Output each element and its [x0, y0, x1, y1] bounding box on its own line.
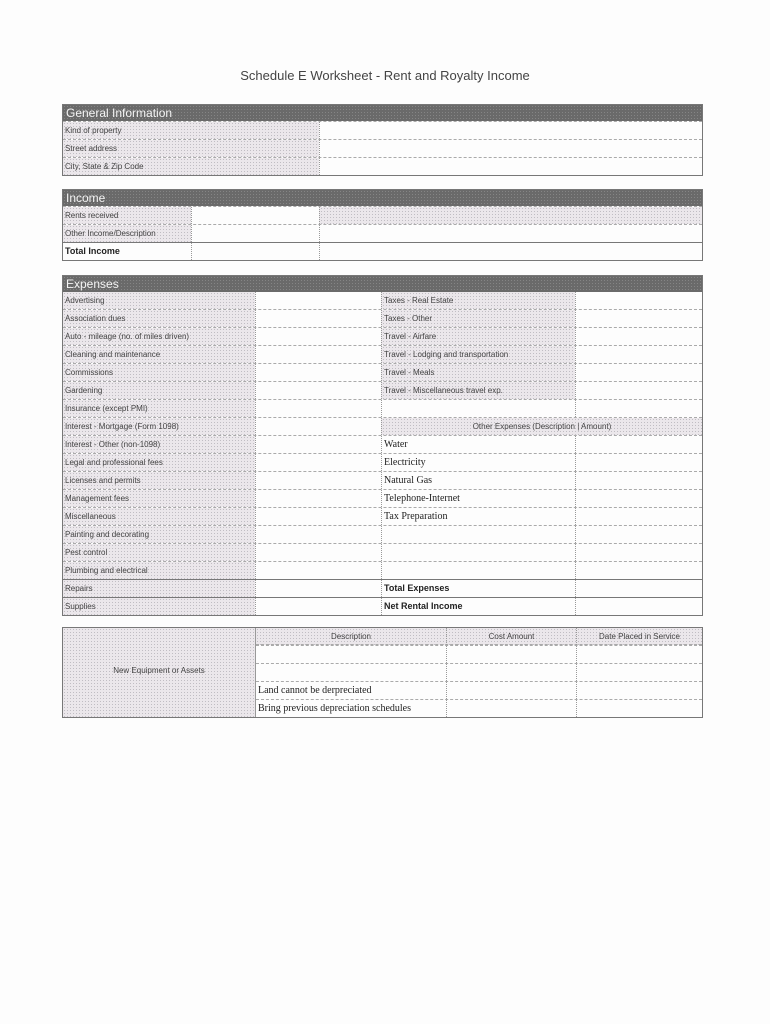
expense-amount-field[interactable] [255, 490, 381, 507]
expense-row [63, 292, 702, 309]
other-income-amount[interactable] [191, 225, 319, 242]
right-amount-field[interactable] [575, 472, 702, 489]
expense-label: Auto - mileage (no. of miles driven) [63, 328, 255, 345]
other-expenses-header: Other Expenses (Description | Amount) [381, 418, 702, 435]
income-header: Income [63, 190, 702, 206]
equipment-row [256, 699, 702, 717]
right-amount-field[interactable] [575, 490, 702, 507]
right-amount-field[interactable] [575, 400, 702, 417]
other-expense-label: Telephone-Internet [381, 490, 575, 507]
street-address-label: Street address [63, 140, 319, 157]
expense-label: Gardening [63, 382, 255, 399]
equipment-description-field[interactable] [256, 646, 446, 663]
rents-received-amount[interactable] [191, 207, 319, 224]
expense-row [63, 417, 702, 435]
expense-amount-field[interactable] [255, 346, 381, 363]
expense-row [63, 453, 702, 471]
equipment-cost-field[interactable] [446, 682, 576, 699]
blank-cell [381, 400, 575, 417]
kind-of-property-field[interactable] [319, 122, 702, 139]
expense-amount-field[interactable] [255, 310, 381, 327]
expense-label: Travel - Airfare [381, 328, 575, 345]
right-amount-field[interactable] [575, 508, 702, 525]
equipment-cost-field[interactable] [446, 646, 576, 663]
street-address-field[interactable] [319, 140, 702, 157]
cost-amount-column-header: Cost Amount [446, 628, 576, 645]
description-column-header: Description [330, 632, 371, 641]
expense-row [63, 471, 702, 489]
schedules-note: Bring previous depreciation schedules [258, 703, 412, 714]
expense-row [63, 399, 702, 417]
expense-row [63, 381, 702, 399]
right-amount-field[interactable] [575, 328, 702, 345]
expense-label: Pest control [63, 544, 255, 561]
expense-label: Travel - Meals [381, 364, 575, 381]
expense-label: Association dues [63, 310, 255, 327]
equipment-section [62, 627, 703, 718]
expense-amount-field[interactable] [255, 418, 381, 435]
net-rental-income-label: Net Rental Income [381, 598, 575, 615]
general-information-section [62, 104, 703, 176]
total-income-amount[interactable] [191, 243, 319, 260]
other-expense-label: Electricity [381, 454, 575, 471]
other-income-label: Other Income/Description [63, 225, 191, 242]
expenses-header: Expenses [63, 276, 702, 292]
expense-row [63, 597, 702, 615]
expense-label: Insurance (except PMI) [63, 400, 255, 417]
expense-label: Travel - Lodging and transportation [381, 346, 575, 363]
expense-label: Repairs [63, 580, 255, 597]
total-income-notes [319, 243, 702, 260]
expense-amount-field[interactable] [255, 454, 381, 471]
expense-amount-field[interactable] [255, 562, 381, 579]
right-amount-field[interactable] [575, 292, 702, 309]
other-expense-label[interactable] [381, 562, 575, 579]
equipment-grid [256, 628, 702, 717]
expense-amount-field[interactable] [255, 598, 381, 615]
expense-row [63, 543, 702, 561]
other-expense-label[interactable] [381, 526, 575, 543]
total-expenses-label: Total Expenses [381, 580, 575, 597]
equipment-date-field[interactable] [576, 646, 702, 663]
expense-label: Advertising [63, 292, 255, 309]
depreciation-note: Land cannot be derpreciated [258, 685, 372, 696]
expense-label: Management fees [63, 490, 255, 507]
expense-label: Supplies [63, 598, 255, 615]
expense-label: Commissions [63, 364, 255, 381]
page-title: Schedule E Worksheet - Rent and Royalty Income [240, 68, 530, 83]
expense-row [63, 525, 702, 543]
city-state-zip-label: City, State & Zip Code [63, 158, 319, 175]
expense-row [63, 507, 702, 525]
equipment-date-field[interactable] [576, 700, 702, 717]
equipment-date-field[interactable] [576, 682, 702, 699]
expense-row [63, 435, 702, 453]
equipment-description-field[interactable] [256, 664, 446, 681]
expense-label: Licenses and permits [63, 472, 255, 489]
general-row-street [63, 139, 702, 157]
expense-amount-field[interactable] [255, 400, 381, 417]
general-row-kind [63, 121, 702, 139]
right-amount-field[interactable] [575, 544, 702, 561]
expense-label: Interest - Other (non-1098) [63, 436, 255, 453]
income-row-total [63, 242, 702, 260]
equipment-row [256, 681, 702, 699]
expenses-section [62, 275, 703, 616]
other-expense-label: Water [381, 436, 575, 453]
right-amount-field[interactable] [575, 580, 702, 597]
expense-row [63, 561, 702, 579]
city-state-zip-field[interactable] [319, 158, 702, 175]
expense-label: Interest - Mortgage (Form 1098) [63, 418, 255, 435]
equipment-label-cell [63, 628, 256, 717]
other-expense-label: Tax Preparation [381, 508, 575, 525]
expense-amount-field[interactable] [255, 436, 381, 453]
expense-label: Travel - Miscellaneous travel exp. [381, 382, 575, 399]
expense-amount-field[interactable] [255, 580, 381, 597]
expense-amount-field[interactable] [255, 526, 381, 543]
expense-row [63, 309, 702, 327]
expense-amount-field[interactable] [255, 292, 381, 309]
expense-label: Taxes - Real Estate [381, 292, 575, 309]
expense-row [63, 489, 702, 507]
expense-label: Cleaning and maintenance [63, 346, 255, 363]
right-amount-field[interactable] [575, 310, 702, 327]
equipment-cost-field[interactable] [446, 664, 576, 681]
other-expense-label[interactable] [381, 544, 575, 561]
other-income-description[interactable] [319, 225, 702, 242]
date-placed-column-header: Date Placed in Service [576, 628, 702, 645]
right-amount-field[interactable] [575, 454, 702, 471]
equipment-header-row [256, 628, 702, 645]
right-amount-field[interactable] [575, 598, 702, 615]
expense-amount-field[interactable] [255, 472, 381, 489]
equipment-row [256, 663, 702, 681]
other-expense-label: Natural Gas [381, 472, 575, 489]
expense-label: Legal and professional fees [63, 454, 255, 471]
kind-of-property-label: Kind of property [63, 122, 319, 139]
expense-label: Miscellaneous [63, 508, 255, 525]
rents-received-label: Rents received [63, 207, 191, 224]
expense-amount-field[interactable] [255, 382, 381, 399]
right-amount-field[interactable] [575, 562, 702, 579]
expense-row [63, 579, 702, 597]
expense-amount-field[interactable] [255, 364, 381, 381]
income-row-other [63, 224, 702, 242]
expense-row [63, 327, 702, 345]
expense-label: Plumbing and electrical [63, 562, 255, 579]
rents-received-description [319, 207, 702, 224]
general-row-city [63, 157, 702, 175]
right-amount-field[interactable] [575, 382, 702, 399]
equipment-date-field[interactable] [576, 664, 702, 681]
expense-amount-field[interactable] [255, 508, 381, 525]
equipment-label: New Equipment or Assets [113, 666, 205, 675]
expense-label: Taxes - Other [381, 310, 575, 327]
expense-amount-field[interactable] [255, 544, 381, 561]
expense-amount-field[interactable] [255, 328, 381, 345]
expense-row [63, 363, 702, 381]
right-amount-field[interactable] [575, 346, 702, 363]
equipment-cost-field[interactable] [446, 700, 576, 717]
expense-label: Painting and decorating [63, 526, 255, 543]
income-row-rents [63, 206, 702, 224]
total-income-label: Total Income [65, 246, 120, 256]
general-information-header: General Information [63, 105, 702, 121]
income-section [62, 189, 703, 261]
expenses-rows [63, 292, 702, 615]
right-amount-field[interactable] [575, 364, 702, 381]
equipment-row [256, 645, 702, 663]
expense-row [63, 345, 702, 363]
right-amount-field[interactable] [575, 526, 702, 543]
right-amount-field[interactable] [575, 436, 702, 453]
